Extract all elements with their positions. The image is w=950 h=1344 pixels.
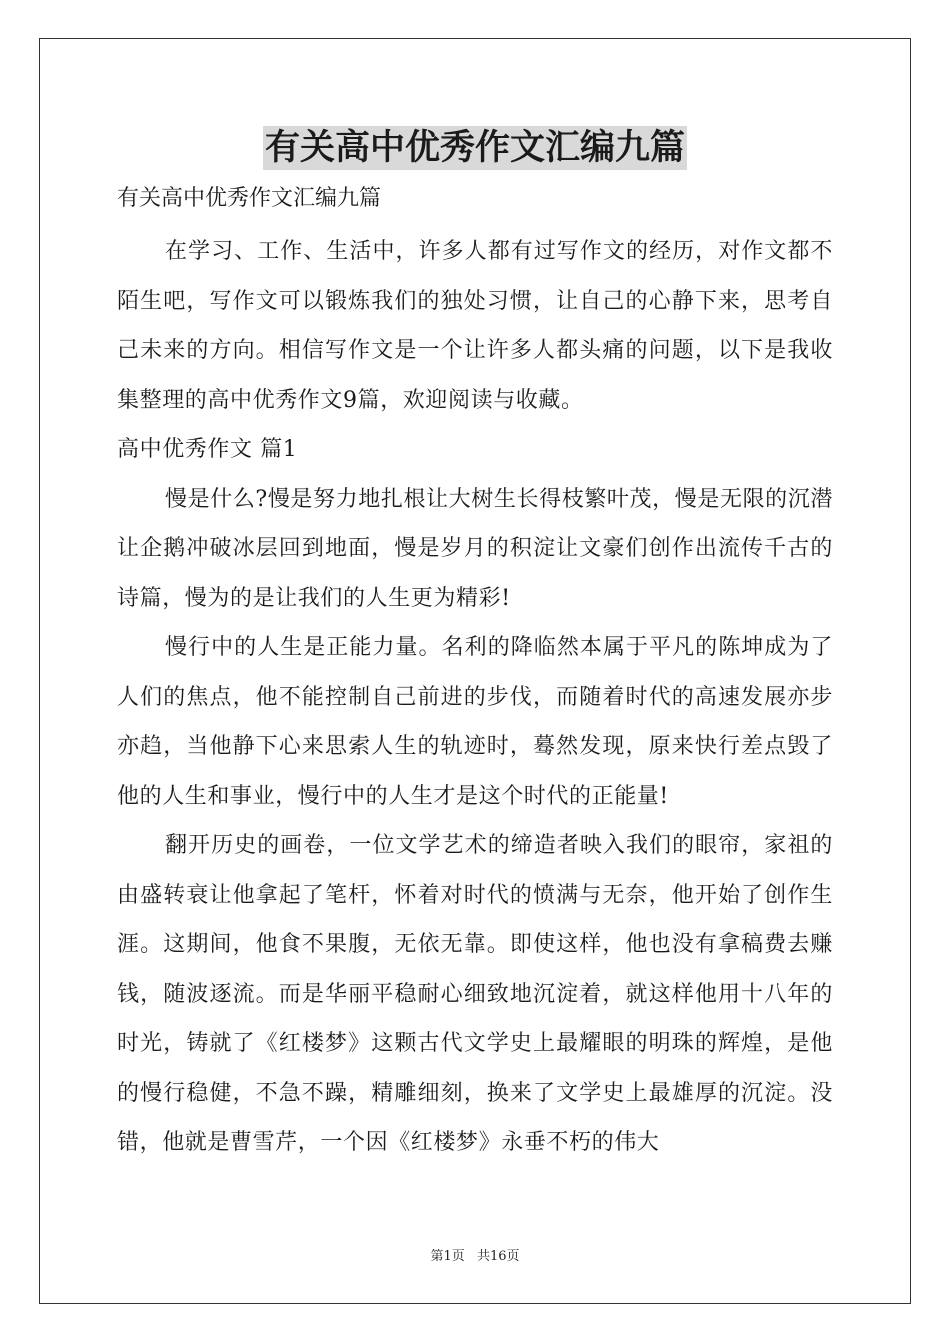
body-paragraph-1: 慢是什么?慢是努力地扎根让大树生长得枝繁叶茂，慢是无限的沉潜让企鹅冲破冰层回到地面，慢是岁月的积淀让文豪们创作出流传千古的诗篇，慢为的是让我们的人生更为精彩! [117, 486, 833, 611]
page-total: 共16页 [476, 1249, 520, 1264]
document-subtitle: 有关高中优秀作文汇编九篇 [117, 186, 382, 211]
page-number: 第1页 [430, 1249, 465, 1264]
document-body [117, 180, 833, 1168]
body-paragraph-2: 慢行中的人生是正能力量。名利的降临然本属于平凡的陈坤成为了人们的焦点，他不能控制自己前进的步伐，而随着时代的高速发展亦步亦趋，当他静下心来思索人生的轨迹时，蓦然发现，原来快行差点毁了他的人生和事业，慢行中的人生才是这个时代的正能量! [117, 635, 833, 809]
body-paragraph-3: 翻开历史的画卷，一位文学艺术的缔造者映入我们的眼帘，家祖的由盛转衰让他拿起了笔杆，怀着对时代的愤满与无奈，他开始了创作生涯。这期间，他食不果腹，无依无靠。即使这样，他也没有拿稿费去赚钱，随波逐流。而是华丽平稳耐心细致地沉淀着，就这样他用十八年的时光，铸就了《红楼梦》这颗古代文学史上最耀眼的明珠的辉煌，是他的慢行稳健，不急不躁，精雕细刻，换来了文学史上最雄厚的沉淀。没错，他就是曹雪芹，一个因《红楼梦》永垂不朽的伟大 [117, 833, 833, 1155]
intro-paragraph: 在学习、工作、生活中，许多人都有过写作文的经历，对作文都不陌生吧，写作文可以锻炼我们的独处习惯，让自己的心静下来，思考自己未来的方向。相信写作文是一个让许多人都头痛的问题，以下是我收集整理的高中优秀作文9篇，欢迎阅读与收藏。 [117, 239, 833, 413]
section-heading: 高中优秀作文 篇1 [117, 437, 298, 462]
page-footer [0, 1245, 950, 1264]
title-container [0, 126, 950, 170]
document-title: 有关高中优秀作文汇编九篇 [264, 127, 685, 168]
